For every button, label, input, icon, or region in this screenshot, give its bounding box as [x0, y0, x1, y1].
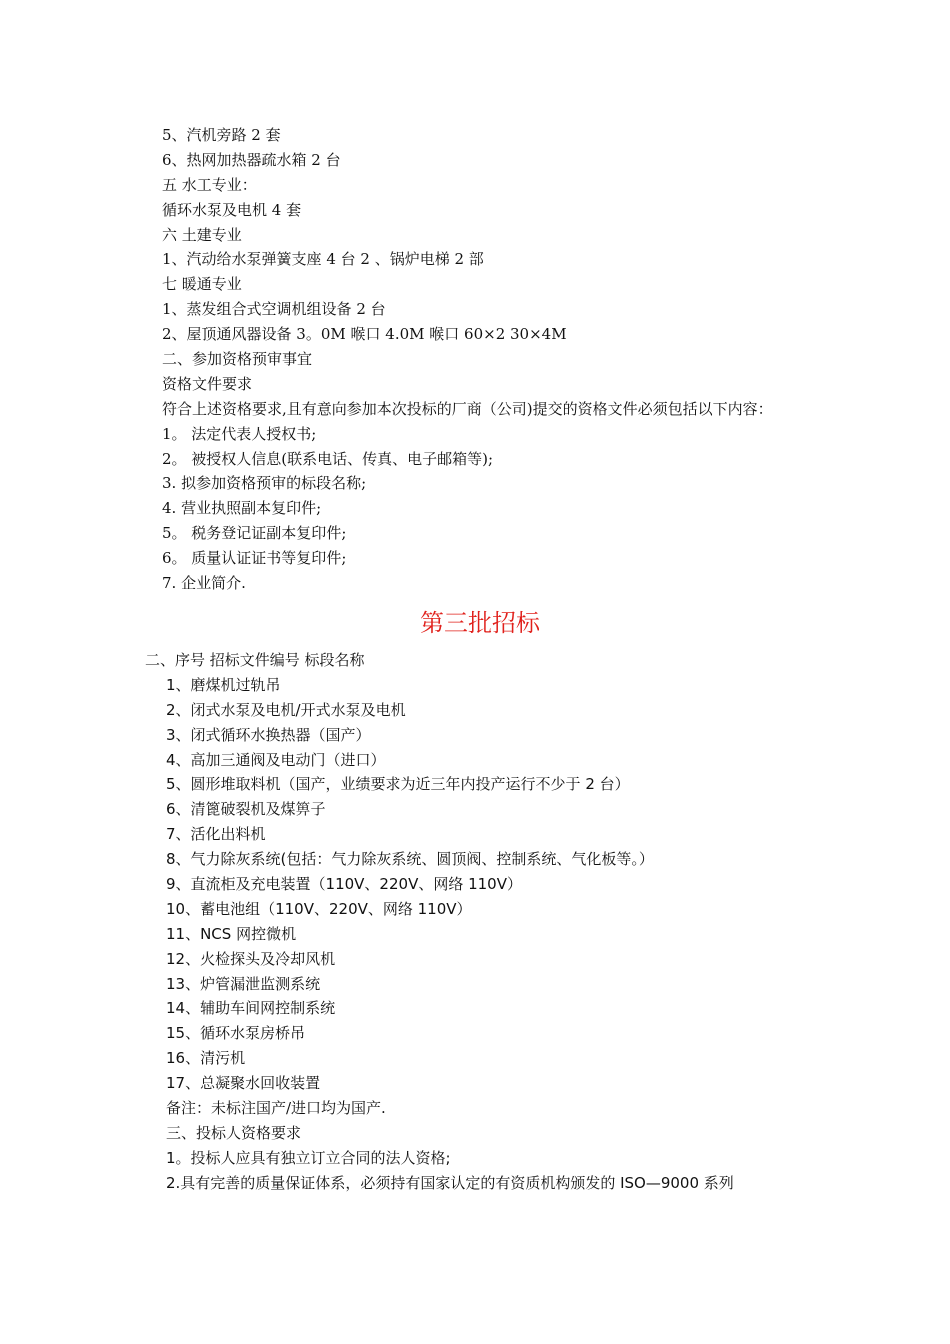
list-item: 16、清污机	[166, 1049, 246, 1068]
list-item: 3、闭式循环水换热器（国产）	[166, 725, 371, 744]
doc-item: 7. 企业简介.	[162, 574, 246, 593]
requirements-heading: 三、投标人资格要求	[166, 1123, 302, 1142]
doc-item: 5。 税务登记证副本复印件;	[162, 524, 347, 543]
list-item: 1、磨煤机过轨吊	[166, 675, 281, 694]
doc-item: 2。 被授权人信息(联系电话、传真、电子邮箱等);	[162, 449, 494, 468]
text-line: 六 土建专业	[162, 225, 242, 244]
list-item: 14、辅助车间网控制系统	[166, 999, 336, 1018]
list-item: 9、直流柜及充电装置（110V、220V、网络 110V）	[166, 874, 522, 893]
text-line: 6、热网加热器疏水箱 2 台	[162, 150, 341, 169]
list-item: 15、循环水泵房桥吊	[166, 1024, 306, 1043]
text-line: 2、屋顶通风器设备 3。0M 喉口 4.0M 喉口 60×2 30×4M	[162, 325, 567, 344]
doc-item: 1。 法定代表人授权书;	[162, 424, 317, 443]
requirement-item: 1。投标人应具有独立订立合同的法人资格;	[166, 1148, 451, 1167]
text-line: 5、汽机旁路 2 套	[162, 126, 281, 144]
text-line: 循环水泵及电机 4 套	[162, 200, 302, 219]
list-item: 11、NCS 网控微机	[166, 924, 297, 943]
list-item: 8、气力除灰系统(包括：气力除灰系统、圆顶阀、控制系统、气化板等。）	[166, 850, 654, 869]
list-item: 4、高加三通阀及电动门（进口）	[166, 750, 386, 769]
list-item: 7、活化出料机	[166, 825, 266, 844]
text-line: 二、参加资格预审事宜	[162, 350, 313, 369]
text-line: 资格文件要求	[162, 374, 253, 393]
section-equipment-list	[145, 123, 815, 596]
list-item: 5、圆形堆取料机（国产，业绩要求为近三年内投产运行不少于 2 台）	[166, 775, 630, 794]
note-line: 备注：未标注国产/进口均为国产.	[166, 1098, 386, 1117]
list-item: 6、清篦破裂机及煤箅子	[166, 800, 326, 819]
text-line: 五 水工专业：	[162, 175, 257, 194]
text-line: 七 暖通专业	[162, 275, 242, 294]
doc-item: 6。 质量认证证书等复印件;	[162, 549, 347, 568]
list-item: 13、炉管漏泄监测系统	[166, 974, 321, 993]
section-third-batch	[145, 648, 815, 1196]
requirements-paragraph: 符合上述资格要求,且有意向参加本次投标的厂商（公司)提交的资格文件必须包括以下内容：	[162, 399, 773, 418]
document-body	[145, 123, 815, 1196]
list-item: 10、蓄电池组（110V、220V、网络 110V）	[166, 899, 472, 918]
doc-item: 4. 营业执照副本复印件;	[162, 499, 322, 518]
text-line: 1、汽动给水泵弹簧支座 4 台 2 、锅炉电梯 2 部	[162, 250, 484, 269]
table-header-line: 二、序号 招标文件编号 标段名称	[145, 650, 365, 669]
requirement-item: 2.具有完善的质量保证体系，必须持有国家认定的有资质机构颁发的 ISO—9000 系列	[166, 1173, 734, 1192]
text-line: 1、蒸发组合式空调机组设备 2 台	[162, 300, 386, 319]
list-item: 2、闭式水泵及电机/开式水泵及电机	[166, 700, 406, 719]
list-item: 12、火检探头及冷却风机	[166, 949, 336, 968]
doc-item: 3. 拟参加资格预审的标段名称;	[162, 474, 367, 493]
section-heading: 第三批招标	[420, 608, 540, 637]
list-item: 17、总凝聚水回收装置	[166, 1074, 321, 1093]
